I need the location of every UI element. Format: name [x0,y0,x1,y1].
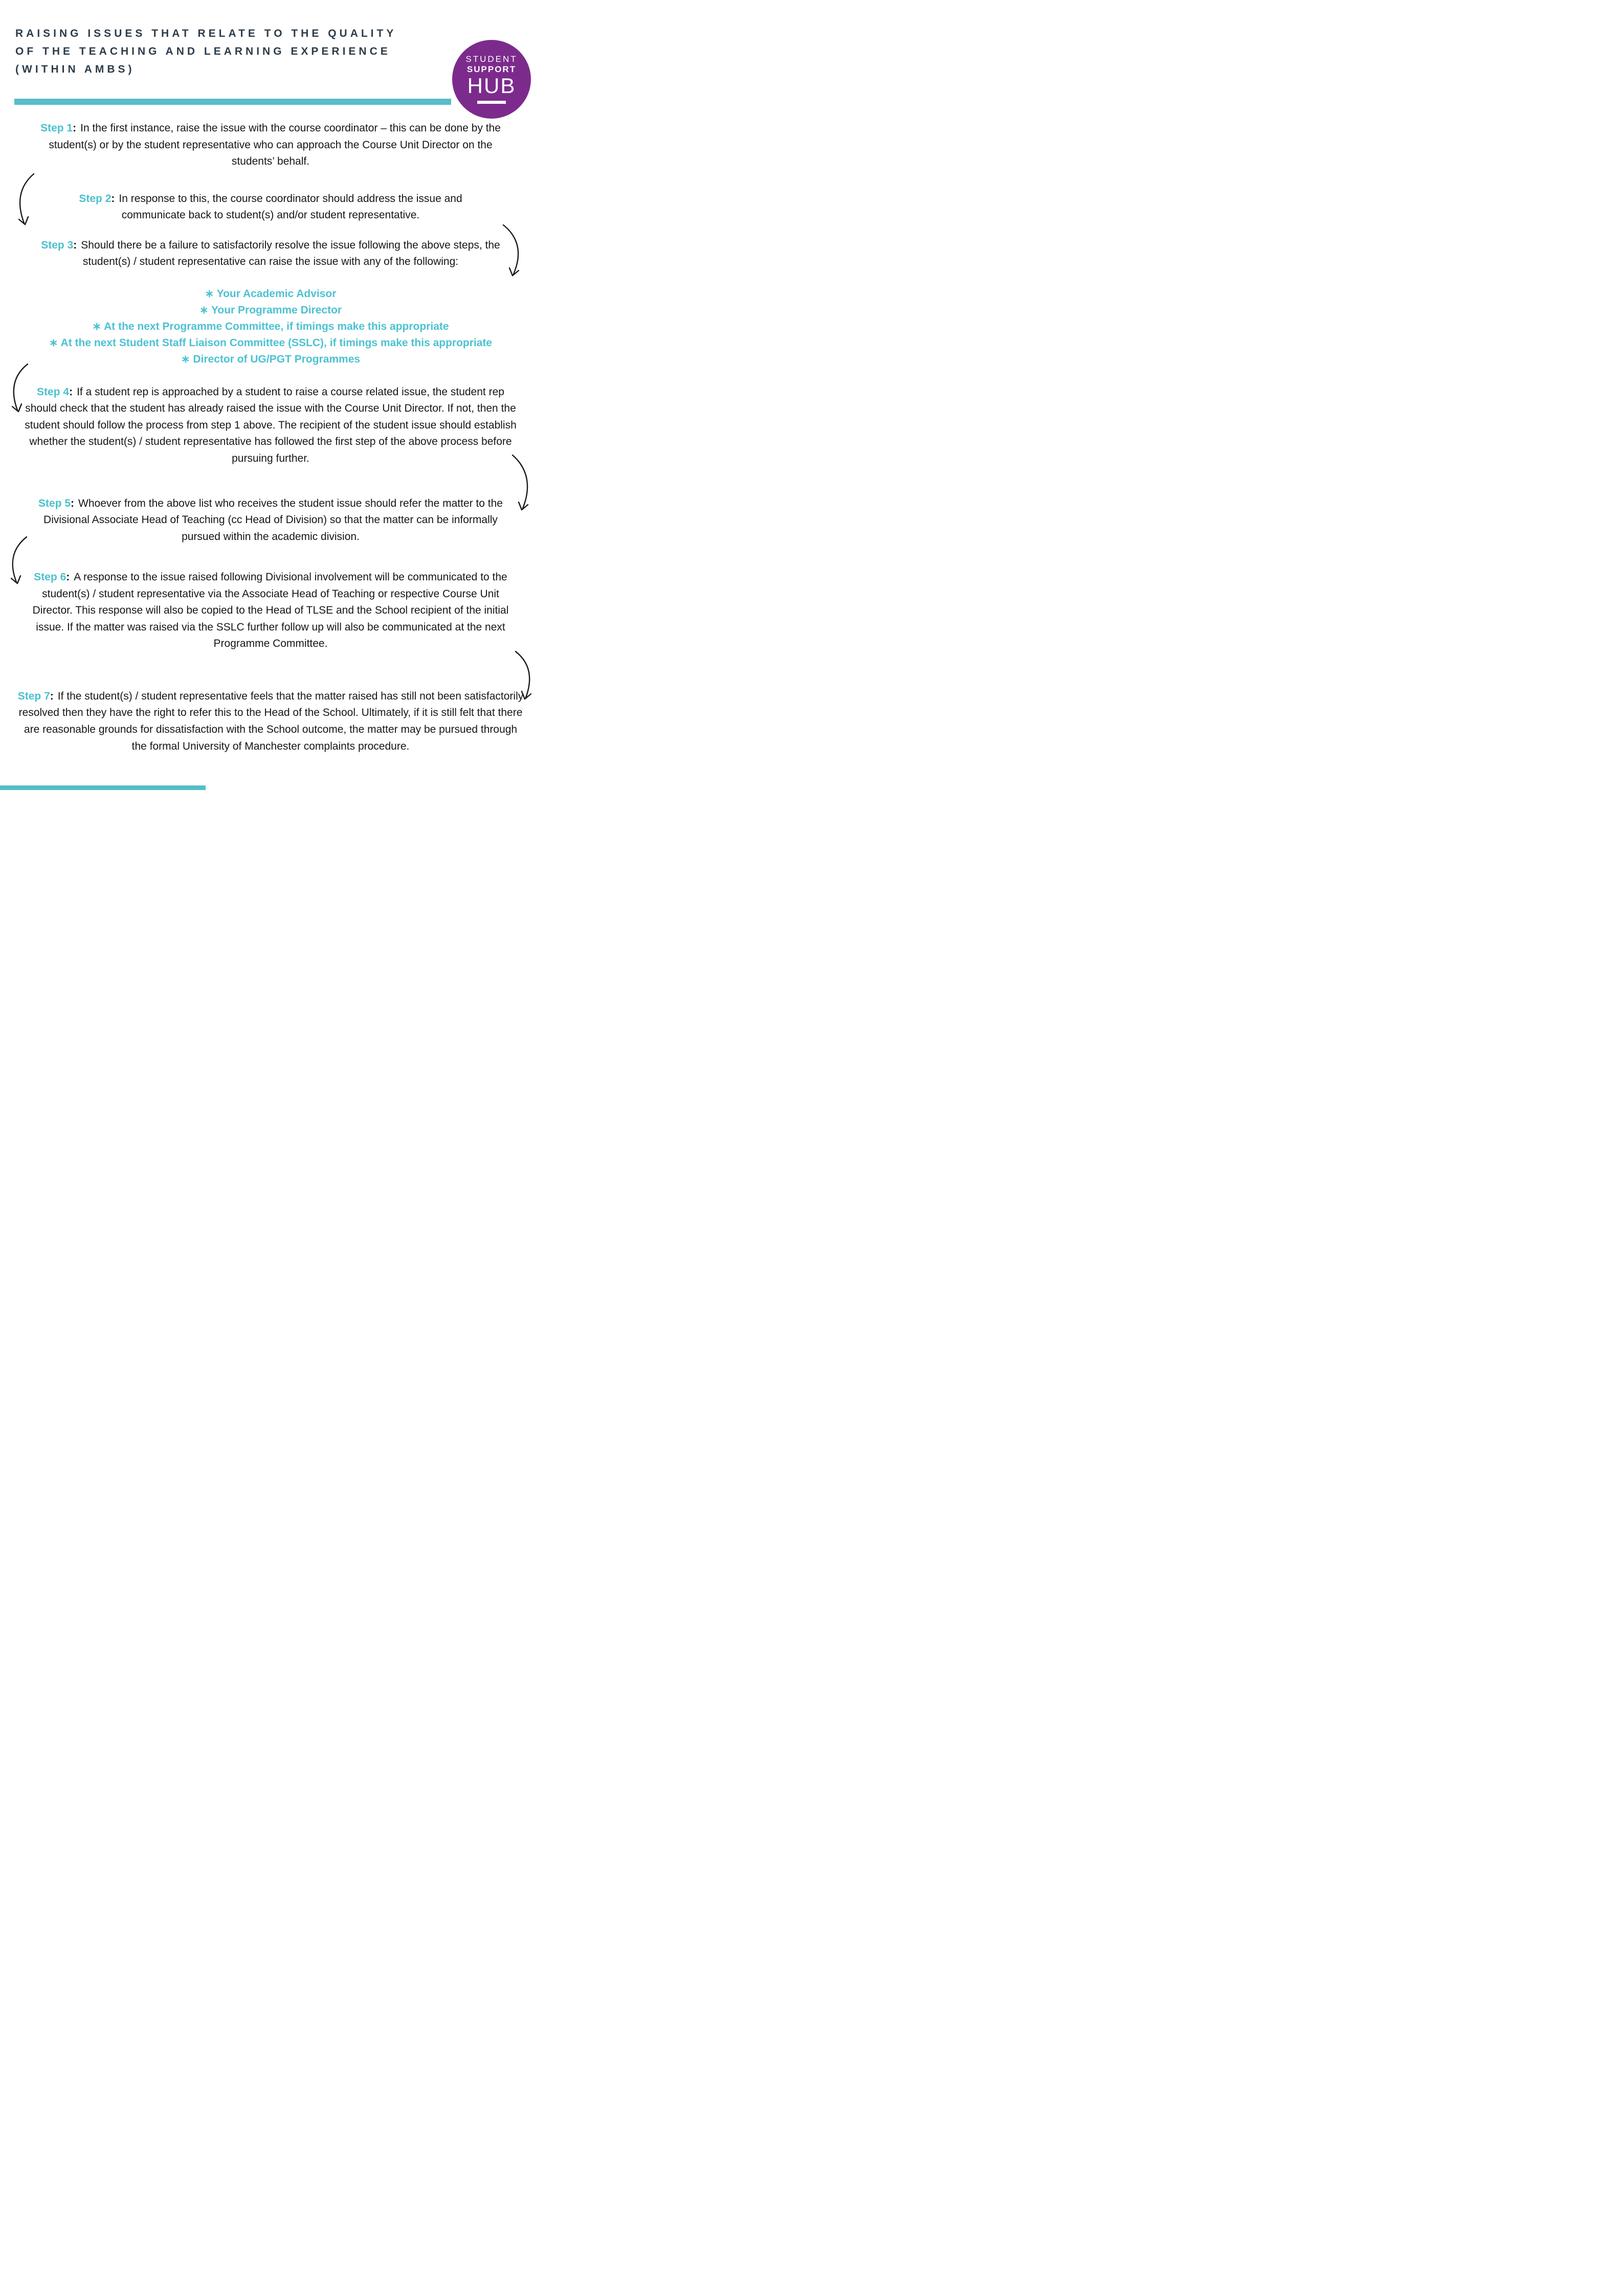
curved-arrow-down-icon [508,453,533,514]
curved-arrow-down-icon [15,172,38,229]
step-6-colon: : [66,571,70,583]
step-4-label: Step 4 [37,386,70,398]
curved-arrow-down-icon [513,649,535,704]
flyer-page [0,25,541,790]
footer-accent-bar [0,785,206,790]
step-2-colon: : [111,192,115,205]
step-5-text: Whoever from the above list who receives the student issue should refer the matter to the Divisional Associate Head of Teaching (cc Head of Division) so that the matter can be informally pursued within the academic division. [43,497,503,543]
title-divider [14,99,451,105]
page-title [15,25,429,78]
step-5-paragraph [23,496,518,546]
step-7-colon: : [50,690,54,702]
step-4-colon: : [69,386,73,398]
page-title-line-3: (WITHIN AMBS) [15,63,135,75]
list-item: ∗ Your Academic Advisor [205,287,337,300]
step-3-label: Step 3 [41,239,74,251]
curved-arrow-down-icon [8,535,31,588]
curved-arrow-down-icon [499,223,524,280]
student-support-hub-logo [452,40,531,119]
step-3-paragraph [29,237,513,271]
curved-arrow-down-icon [8,362,32,416]
step-2-paragraph [56,191,485,224]
step-3-text: Should there be a failure to satisfactorily resolve the issue following the above steps, the student(s) / student representative can raise the issue with any of the following: [81,239,500,268]
escalation-options-list [20,286,521,368]
logo-text-hub: HUB [467,73,516,98]
step-3-colon: : [73,239,77,251]
step-6-label: Step 6 [34,571,66,583]
step-7-label: Step 7 [17,690,50,702]
step-5-label: Step 5 [38,497,71,509]
page-title-line-1: RAISING ISSUES THAT RELATE TO THE QUALITY [15,28,397,39]
list-item: ∗ Director of UG/PGT Programmes [181,353,361,365]
step-2-label: Step 2 [79,192,112,205]
logo-text-support: SUPPORT [466,64,517,74]
page-title-line-2: OF THE TEACHING AND LEARNING EXPERIENCE [15,46,391,57]
step-5-colon: : [71,497,75,509]
step-1-label: Step 1 [40,122,73,134]
step-7-text: If the student(s) / student representative feels that the matter raised has still not been satisfactorily resolved then they have the right to refer this to the Head of the School. Ultimately, if it is still felt that there are reasonable grounds for dissatisfaction with the School outcome, the matter may be pursued through the formal University of Manchester complaints procedure. [18,690,524,752]
logo-underline-bar [477,101,506,104]
step-6-paragraph [29,569,513,652]
list-item: ∗ At the next Programme Committee, if timings make this appropriate [92,320,449,332]
list-item: ∗ At the next Student Staff Liaison Committee (SSLC), if timings make this appropriate [49,336,493,349]
step-6-text: A response to the issue raised following Divisional involvement will be communicated to the student(s) / student representative via the Associate Head of Teaching or respective Course Unit Director. This response will also be copied to the Head of TLSE and the School recipient of the initial issue. If the matter was raised via the SSLC further follow up will also be communicated at the next Programme Committee. [32,571,509,650]
list-item: ∗ Your Programme Director [199,304,342,316]
step-1-colon: : [73,122,77,134]
step-1-text: In the first instance, raise the issue with the course coordinator – this can be done by the student(s) or by the student representative who can approach the Course Unit Director on the students’ behalf. [49,122,501,168]
logo-text-student: STUDENT [465,54,518,64]
step-7-paragraph [17,688,524,755]
step-1-paragraph [32,120,510,170]
step-4-paragraph [23,384,518,467]
step-4-text: If a student rep is approached by a student to raise a course related issue, the student rep should check that the student has already raised the issue with the Course Unit Director. If not, then the student should follow the process from step 1 above. The recipient of the student issue should establish whether the student(s) / student representative has followed the first step of the above process before pursuing further. [25,386,517,465]
step-2-text: In response to this, the course coordinator should address the issue and communicate back to student(s) and/or student representative. [119,192,462,221]
